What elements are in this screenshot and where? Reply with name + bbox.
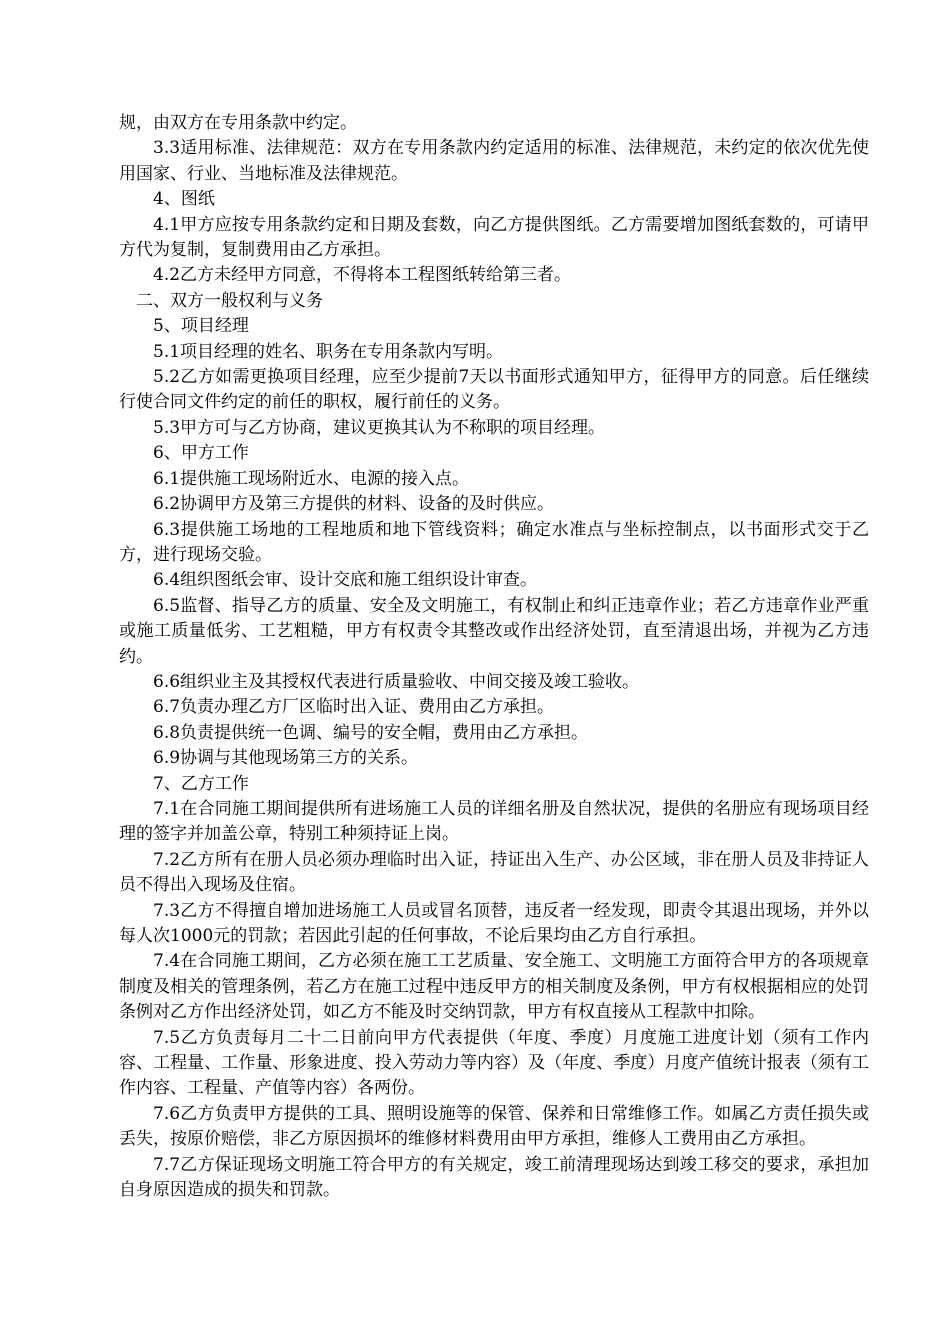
paragraph-7-5: 7.5乙方负责每月二十二日前向甲方代表提供（年度、季度）月度施工进度计划（须有工作内容、工程量、工作量、形象进度、投入劳动力等内容）及（年度、季度）月度产值统计报表（须有工作内容、工程量、产值等内容）各两份。	[119, 1027, 869, 1099]
paragraph-4-1: 4.1甲方应按专用条款约定和日期及套数，向乙方提供图纸。乙方需要增加图纸套数的，可请甲方代为复制，复制费用由乙方承担。	[119, 214, 869, 261]
paragraph-5-3: 5.3甲方可与乙方协商，建议更换其认为不称职的项目经理。	[153, 417, 606, 438]
section-heading-4: 4、图纸	[153, 189, 215, 210]
section-heading-7: 7、乙方工作	[153, 773, 249, 794]
paragraph-7-7: 7.7乙方保证现场文明施工符合甲方的有关规定，竣工前清理现场达到竣工移交的要求，承担加自身原因造成的损失和罚款。	[119, 1154, 869, 1201]
chapter-heading-2: 二、双方一般权利与义务	[136, 290, 323, 311]
paragraph-6-8: 6.8负责提供统一色调、编号的安全帽，费用由乙方承担。	[153, 722, 589, 743]
document-body	[119, 111, 869, 1203]
paragraph-6-2: 6.2协调甲方及第三方提供的材料、设备的及时供应。	[153, 494, 555, 515]
paragraph-6-7: 6.7负责办理乙方厂区临时出入证、费用由乙方承担。	[153, 697, 555, 718]
paragraph-6-5: 6.5监督、指导乙方的质量、安全及文明施工，有权制止和纠正违章作业；若乙方违章作业严重或施工质量低劣、工艺粗糙，甲方有权责令其整改或作出经济处罚，直至清退出场，并视为乙方违约。	[119, 595, 869, 667]
paragraph-7-2: 7.2乙方所有在册人员必须办理临时出入证，持证出入生产、办公区域，非在册人员及非持证人员不得出入现场及住宿。	[119, 849, 869, 896]
paragraph-7-6: 7.6乙方负责甲方提供的工具、照明设施等的保管、保养和日常维修工作。如属乙方责任损失或丢失，按原价赔偿，非乙方原因损坏的维修材料费用由甲方承担，维修人工费用由乙方承担。	[119, 1103, 869, 1150]
paragraph-7-1: 7.1在合同施工期间提供所有进场施工人员的详细名册及自然状况，提供的名册应有现场项目经理的签字并加盖公章，特别工种须持证上岗。	[119, 798, 869, 845]
section-heading-6: 6、甲方工作	[153, 443, 249, 464]
paragraph-3-3: 3.3适用标准、法律规范：双方在专用条款内约定适用的标准、法律规范，未约定的依次优先使用国家、行业、当地标准及法律规范。	[119, 138, 869, 184]
paragraph-7-4: 7.4在合同施工期间，乙方必须在施工工艺质量、安全施工、文明施工方面符合甲方的各项规章制度及相关的管理条例，若乙方在施工过程中违反甲方的相关制度及条例，甲方有权根据相应的处罚条例对乙方作出经济处罚，如乙方不能及时交纳罚款，甲方有权直接从工程款中扣除。	[119, 951, 869, 1023]
section-heading-5: 5、项目经理	[153, 316, 249, 337]
paragraph-4-2: 4.2乙方未经甲方同意，不得将本工程图纸转给第三者。	[153, 265, 572, 286]
paragraph-6-4: 6.4组织图纸会审、设计交底和施工组织设计审查。	[153, 570, 538, 591]
paragraph-6-9: 6.9协调与其他现场第三方的关系。	[153, 748, 419, 769]
paragraph-7-3: 7.3乙方不得擅自增加进场施工人员或冒名顶替，违反者一经发现，即责令其退出现场，并外以每人次1000元的罚款；若因此引起的任何事故，不论后果均由乙方自行承担。	[119, 900, 869, 946]
paragraph-5-1: 5.1项目经理的姓名、职务在专用条款内写明。	[153, 341, 504, 362]
paragraph-6-6: 6.6组织业主及其授权代表进行质量验收、中间交接及竣工验收。	[153, 671, 640, 692]
paragraph-6-1: 6.1提供施工现场附近水、电源的接入点。	[153, 468, 470, 489]
paragraph-5-2: 5.2乙方如需更换项目经理，应至少提前7天以书面形式通知甲方，征得甲方的同意。后任继续行使合同文件约定的前任的职权，履行前任的义务。	[119, 367, 869, 413]
paragraph-continuation: 规，由双方在专用条款中约定。	[119, 113, 357, 133]
paragraph-6-3: 6.3提供施工场地的工程地质和地下管线资料；确定水准点与坐标控制点，以书面形式交于乙方，进行现场交验。	[119, 519, 869, 565]
